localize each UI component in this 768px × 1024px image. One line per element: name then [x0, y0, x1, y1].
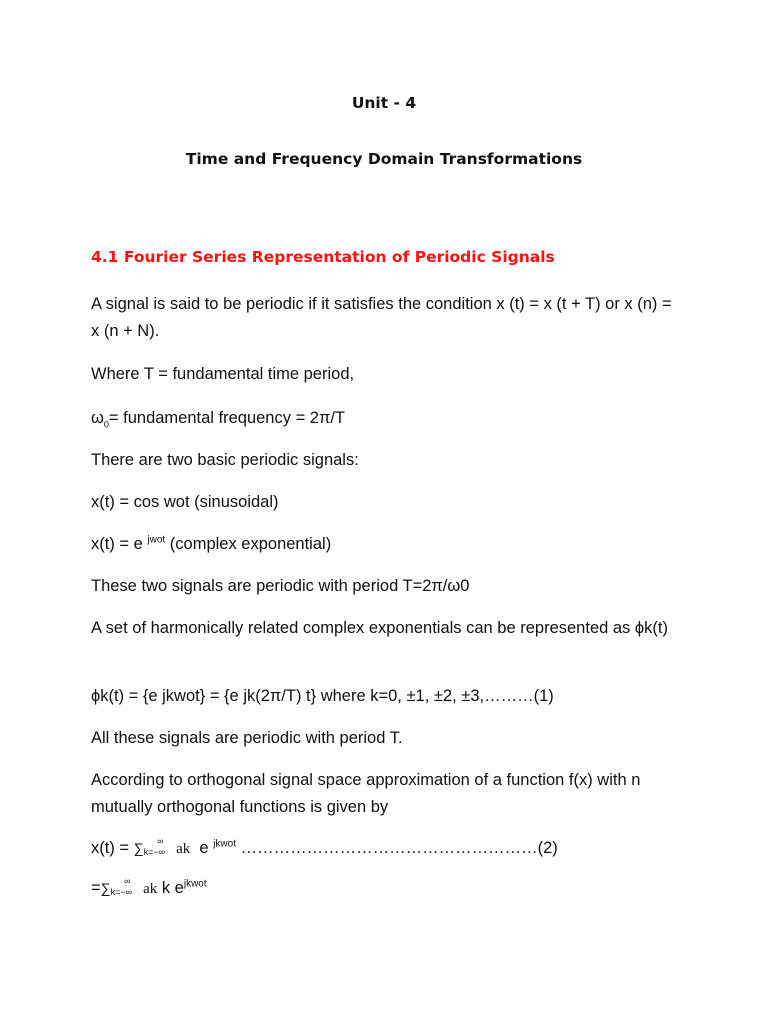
equation-phi-k: ϕk(t) = {e jkwot} = {e jk(2π/T) t} where k=0, ±1, ±2, ±3,………(1) — [91, 687, 554, 705]
sigma-lower-limit: k=−∞ — [143, 847, 166, 857]
page-title: Time and Frequency Domain Transformations — [185, 150, 583, 168]
eq2-lhs: x(t) = — [91, 839, 134, 857]
unit-heading: Unit - 4 — [351, 94, 417, 112]
equation-complex-exponential — [91, 531, 677, 558]
sigma-upper-limit-2: ∞ — [124, 876, 131, 886]
paragraph-periodic-T: All these signals are periodic with period T. — [91, 729, 403, 747]
paragraph-periodic-condition: A signal is said to be periodic if it satisfies the condition x (t) = x (t + T) or x (n) = x (n + N). — [91, 295, 672, 340]
sigma-symbol: ∑ — [133, 840, 144, 856]
paragraph-fundamental-frequency — [91, 405, 677, 438]
eq3-lhs: = — [91, 879, 101, 897]
eq2-e: e — [199, 839, 214, 857]
paragraph-period: These two signals are periodic with period T=2π/ω0 — [91, 577, 470, 595]
sigma-lower-limit-2: k=−∞ — [110, 887, 133, 897]
eq2-exponent: jkwot — [213, 838, 236, 850]
eq3-exponent: jkwot — [183, 878, 207, 890]
equation-fourier-series-2 — [91, 835, 677, 864]
coefficient-ak: ak — [176, 841, 191, 857]
exp-rhs: (complex exponential) — [165, 535, 332, 553]
exp-lhs: x(t) = e — [91, 535, 148, 553]
paragraph-harmonic-set: A set of harmonically related complex exponentials can be represented as ϕk(t) — [91, 619, 668, 637]
omega-symbol: ω — [91, 409, 104, 427]
frequency-text: = fundamental frequency = 2π/T — [108, 409, 346, 427]
exp-superscript: jwot — [147, 534, 166, 546]
equation-fourier-series-3 — [91, 875, 677, 904]
equation-sinusoidal: x(t) = cos wot (sinusoidal) — [91, 493, 279, 511]
sigma-symbol-2: ∑ — [100, 880, 111, 896]
eq2-dots: ………………………………………………(2) — [240, 839, 558, 857]
section-heading: 4.1 Fourier Series Representation of Periodic Signals — [91, 248, 555, 266]
sigma-upper-limit: ∞ — [157, 836, 164, 846]
paragraph-basic-signals: There are two basic periodic signals: — [91, 451, 359, 469]
coefficient-ak-2: ak — [143, 881, 158, 897]
paragraph-fundamental-period: Where T = fundamental time period, — [91, 365, 355, 383]
eq3-k-e: k e — [157, 879, 184, 897]
paragraph-orthogonal: According to orthogonal signal space approximation of a function f(x) with n mutually orthogonal functions is given by — [91, 771, 641, 816]
omega-subscript: 0 — [103, 419, 109, 430]
